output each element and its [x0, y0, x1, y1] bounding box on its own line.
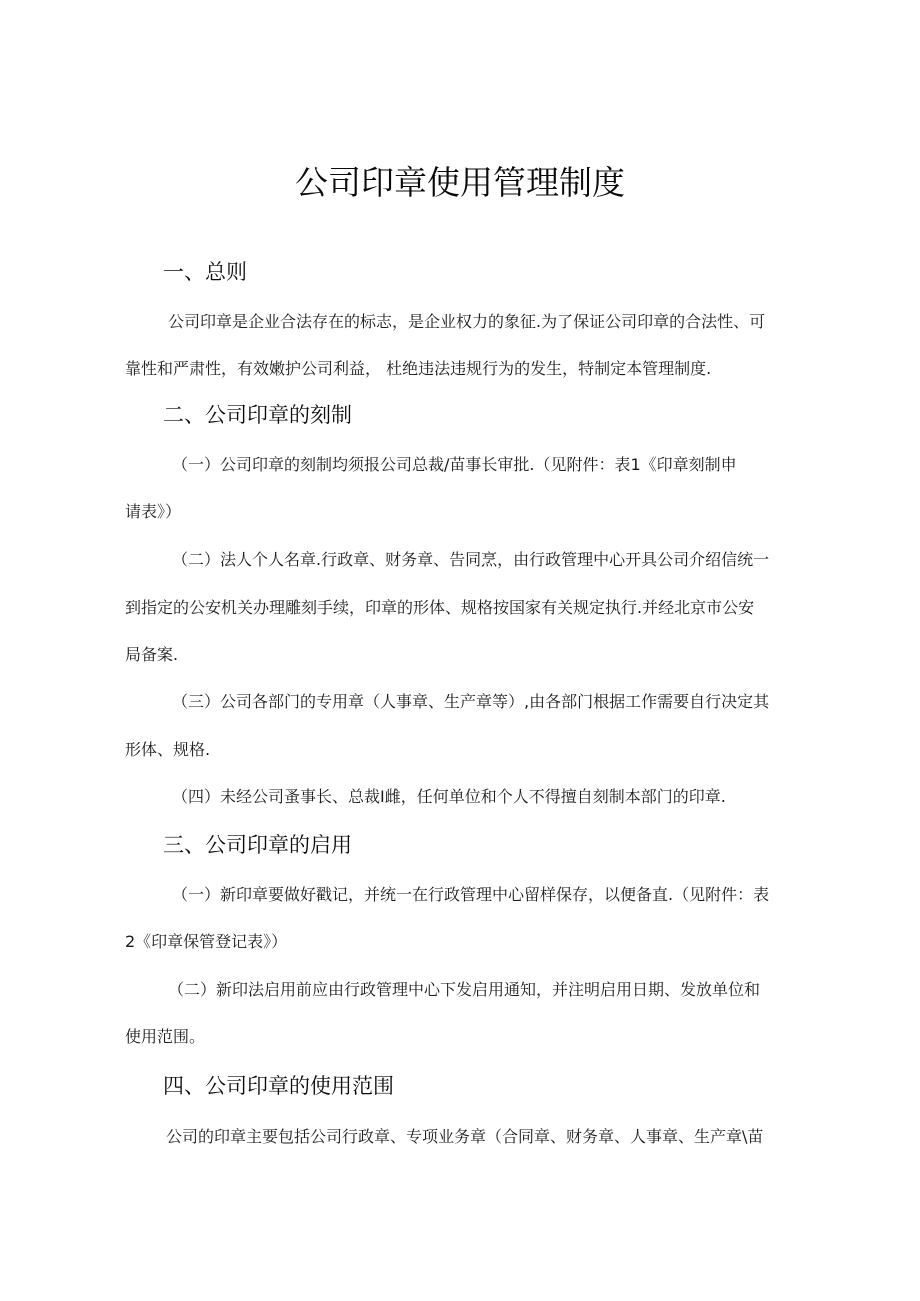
section-heading-activation: 三、公司印章的启用	[163, 833, 352, 857]
paragraph-line: （一）新印章要做好戳记，并统一在行政管理中心留样保存，以便备直.（见附件：表	[172, 885, 770, 904]
paragraph-line: （一）公司印章的刻制均须报公司总裁/苗事长审批.（见附件：表1《印章刻制申	[172, 455, 737, 474]
section-heading-general: 一、总则	[163, 260, 247, 284]
paragraph-line: 使用范围。	[125, 1027, 206, 1046]
document-title: 公司印章使用管理制度	[295, 163, 625, 202]
section-heading-scope: 四、公司印章的使用范围	[163, 1074, 394, 1098]
paragraph-line: 靠性和严肃性，有效嫩护公司利益， 杜绝违法违规行为的发生，特制定本管理制度.	[125, 359, 712, 378]
paragraph-line: 2《印章保管登记表》）	[125, 932, 288, 951]
paragraph-line: （二）新印法启用前应由行政管理中心下发启用通知，并注明启用日期、发放单位和	[168, 980, 761, 999]
section-heading-engraving: 二、公司印章的刻制	[163, 403, 352, 427]
paragraph-line: （二）法人个人名章.行政章、财务章、告同烹，由行政管理中心开具公司介绍信统一	[172, 550, 770, 569]
paragraph-line: 公司印章是企业合法存在的标志，是企业权力的象征.为了保证公司印章的合法性、可	[168, 312, 766, 331]
paragraph-line: （三）公司各部门的专用章（人事章、生产章等）,由各部门根据工作需要自行决定其	[172, 692, 770, 711]
paragraph-line: 局备案.	[125, 645, 179, 664]
paragraph-line: 形体、规格.	[125, 740, 211, 759]
paragraph-line: 请表》）	[125, 502, 182, 521]
paragraph-line: （四）未经公司蚤事长、总裁I雌，任何单位和个人不得擅自刻制本部门的印章.	[172, 787, 726, 806]
paragraph-line: 公司的印章主要包括公司行政章、专项业务章（合同章、财务章、人事章、生产章\苗	[166, 1127, 764, 1146]
paragraph-line: 到指定的公安机关办理雕刻手续，印章的形体、规格按国家有关规定执行.并经北京市公安	[125, 598, 755, 617]
